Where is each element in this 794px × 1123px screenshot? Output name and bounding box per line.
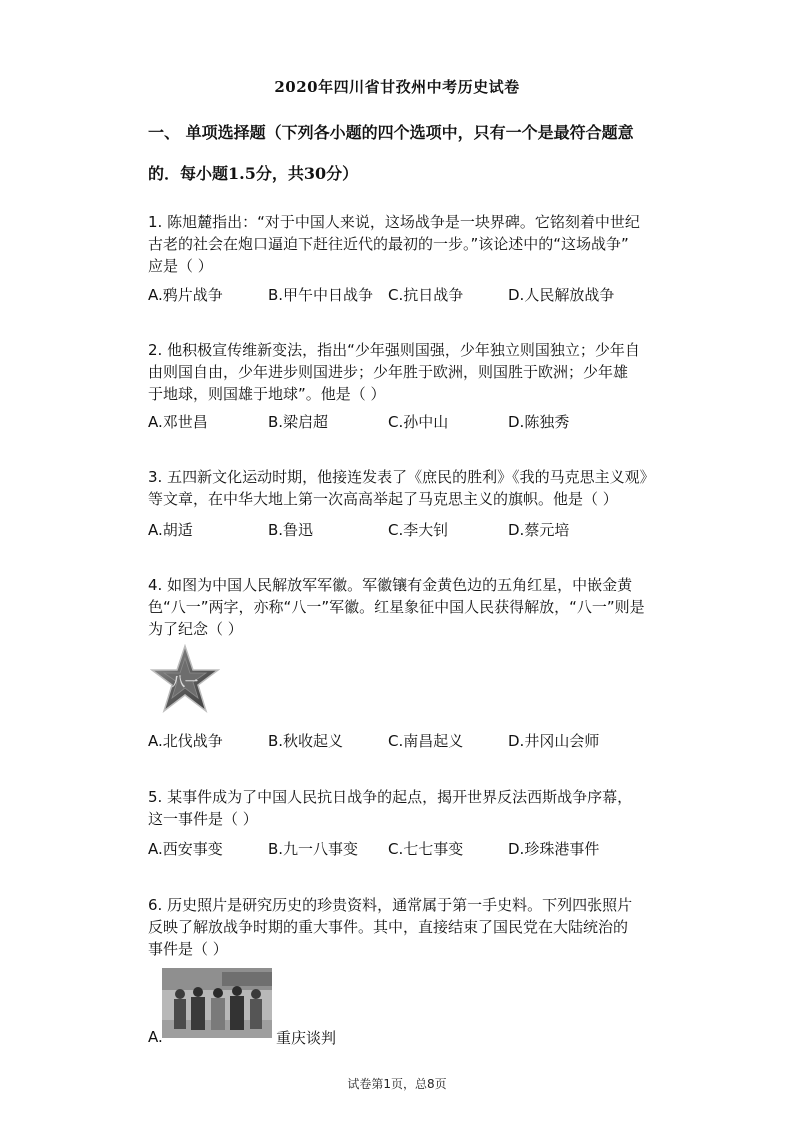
question-3-option-d[interactable]: D.蔡元培 [508, 521, 570, 539]
question-1-line-1: 1. 陈旭麓指出：“对于中国人来说，这场战争是一块界碑。它铭刻着中世纪 [148, 213, 640, 231]
question-2-option-c[interactable]: C.孙中山 [388, 413, 449, 431]
question-2-line-3: 于地球，则国雄于地球”。他是（ ） [148, 385, 386, 403]
photo-icon [162, 968, 272, 1038]
question-6-text [148, 894, 658, 960]
question-5-line-1: 5. 某事件成为了中国人民抗日战争的起点，揭开世界反法西斯战争序幕， [148, 788, 633, 806]
question-3-line-2: 等文章，在中华大地上第一次高高举起了马克思主义的旗帜。他是（ ） [148, 490, 618, 508]
question-2-option-a[interactable]: A.邓世昌 [148, 413, 208, 431]
question-5-text [148, 786, 658, 830]
question-4-option-c[interactable]: C.南昌起义 [388, 732, 464, 750]
question-2-option-b[interactable]: B.梁启超 [268, 413, 329, 431]
question-3-option-b[interactable]: B.鲁迅 [268, 521, 314, 539]
question-3-text [148, 466, 658, 510]
question-5-option-d[interactable]: D.珍珠港事件 [508, 840, 600, 858]
question-6-option-a[interactable]: A. [148, 1028, 163, 1046]
question-1-option-b[interactable]: B.甲午中日战争 [268, 286, 374, 304]
section-heading-line2: 的．每小题1.5分，共30分） [148, 164, 359, 183]
page-title: 2020年四川省甘孜州中考历史试卷 [274, 78, 520, 96]
question-1-option-d[interactable]: D.人民解放战争 [508, 286, 615, 304]
question-4-line-3: 为了纪念（ ） [148, 620, 243, 638]
army-emblem-star-image [150, 644, 220, 714]
question-5-option-a[interactable]: A.西安事变 [148, 840, 223, 858]
question-1-option-c[interactable]: C.抗日战争 [388, 286, 464, 304]
question-6-line-3: 事件是（ ） [148, 940, 228, 958]
question-3-option-a[interactable]: A.胡适 [148, 521, 193, 539]
question-1-text [148, 211, 658, 277]
star-icon [150, 644, 220, 714]
question-6-line-2: 反映了解放战争时期的重大事件。其中，直接结束了国民党在大陆统治的 [148, 918, 629, 936]
question-4-option-d[interactable]: D.井冈山会师 [508, 732, 600, 750]
question-1-option-a[interactable]: A.鸦片战争 [148, 286, 223, 304]
question-2-text [148, 339, 658, 405]
question-4-line-1: 4. 如图为中国人民解放军军徽。军徽镶有金黄色边的五角红星，中嵌金黄 [148, 576, 633, 594]
question-1-line-3: 应是（ ） [148, 257, 213, 275]
chongqing-negotiation-photo [162, 968, 272, 1038]
question-4-option-a[interactable]: A.北伐战争 [148, 732, 223, 750]
question-2-line-2: 由则国自由，少年进步则国进步；少年胜于欧洲，则国胜于欧洲；少年雄 [148, 363, 629, 381]
question-5-option-b[interactable]: B.九一八事变 [268, 840, 359, 858]
emblem-bayi-text: 八一 [171, 675, 199, 690]
question-3-option-c[interactable]: C.李大钊 [388, 521, 449, 539]
question-6-line-1: 6. 历史照片是研究历史的珍贵资料，通常属于第一手史料。下列四张照片 [148, 896, 633, 914]
page-footer: 试卷第1页，总8页 [347, 1077, 447, 1091]
section-heading-line1: 一、 单项选择题（下列各小题的四个选项中，只有一个是最符合题意 [148, 123, 634, 142]
question-2-line-1: 2. 他积极宣传维新变法，指出“少年强则国强，少年独立则国独立；少年自 [148, 341, 640, 359]
question-1-line-2: 古老的社会在炮口逼迫下赶往近代的最初的一步。”该论述中的“这场战争” [148, 235, 629, 253]
question-2-option-d[interactable]: D.陈独秀 [508, 413, 570, 431]
question-5-option-c[interactable]: C.七七事变 [388, 840, 464, 858]
question-3-line-1: 3. 五四新文化运动时期，他接连发表了《庶民的胜利》《我的马克思主义观》 [148, 468, 655, 486]
question-6-option-a-label: 重庆谈判 [276, 1029, 337, 1047]
question-4-line-2: 色“八一”两字，亦称“八一”军徽。红星象征中国人民获得解放，“八一”则是 [148, 598, 645, 616]
question-5-line-2: 这一事件是（ ） [148, 810, 258, 828]
question-4-option-b[interactable]: B.秋收起义 [268, 732, 344, 750]
question-4-text [148, 574, 658, 640]
